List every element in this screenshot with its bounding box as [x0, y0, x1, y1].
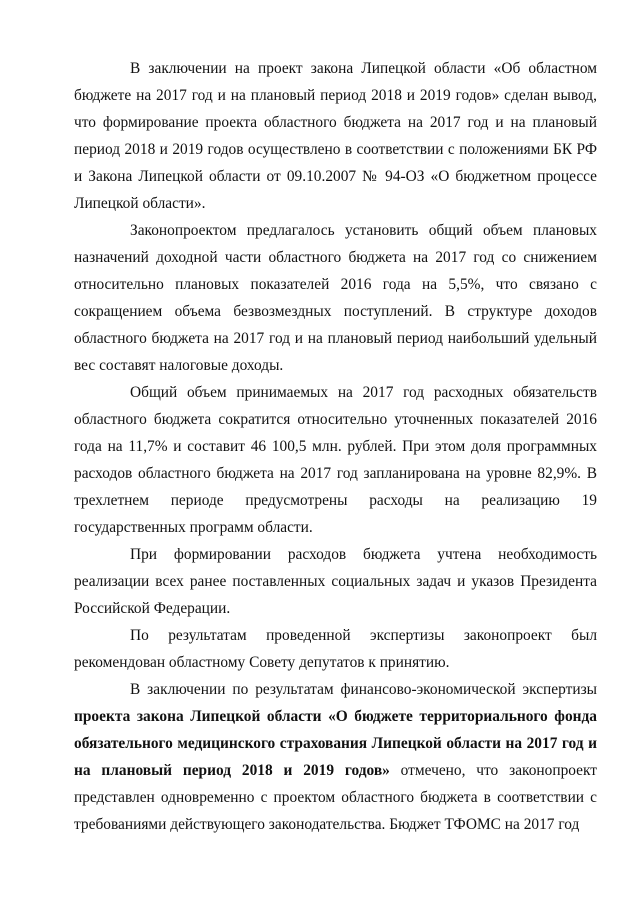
paragraph-recommendation: По результатам проведенной экспертизы законопроект был рекомендован областному Совету депутатов к принятию. [74, 627, 597, 671]
paragraph-revenue: Законопроектом предлагалось установить общий объем плановых назначений доходной части областного бюджета на 2017 год со снижением относительно плановых показателей 2016 года на 5,5%, что связано с сокращением объема безвозмездных поступлений. В структуре доходов областного бюджета на 2017 год и на плановый период наибольший удельный вес составят налоговые доходы. [74, 222, 597, 374]
paragraph-tfoms-bold-title: проекта закона Липецкой области «О бюджете территориального фонда обязательного медицинского страхования Липецкой области на 2017 год и на плановый период 2018 и 2019 годов» [74, 708, 597, 779]
paragraph-social-tasks: При формировании расходов бюджета учтена необходимость реализации всех ранее поставленных социальных задач и указов Президента Российской Федерации. [74, 546, 597, 617]
paragraph-tfoms [74, 676, 597, 838]
paragraph-expenditure: Общий объем принимаемых на 2017 год расходных обязательств областного бюджета сократится относительно уточненных показателей 2016 года на 11,7% и составит 46 100,5 млн. рублей. При этом доля программных расходов областного бюджета на 2017 год запланирована на уровне 82,9%. В трехлетнем периоде предусмотрены расходы на реализацию 19 государственных программ области. [74, 384, 597, 536]
paragraph-tfoms-lead: В заключении по результатам финансово-экономической экспертизы [130, 681, 597, 698]
paragraph-tfoms-tail: отмечено, что законопроект представлен одновременно с проектом областного бюджета в соответствии с требованиями действующего законодательства. Бюджет ТФОМС на 2017 год [74, 762, 597, 833]
document-body [74, 55, 597, 838]
paragraph-budget-conclusion: В заключении на проект закона Липецкой области «Об областном бюджете на 2017 год и на плановый период 2018 и 2019 годов» сделан вывод, что формирование проекта областного бюджета на 2017 год и на плановый период 2018 и 2019 годов осуществлено в соответствии с положениями БК РФ и Закона Липецкой области от 09.10.2007 № 94-ОЗ «О бюджетном процессе Липецкой области». [74, 60, 597, 212]
